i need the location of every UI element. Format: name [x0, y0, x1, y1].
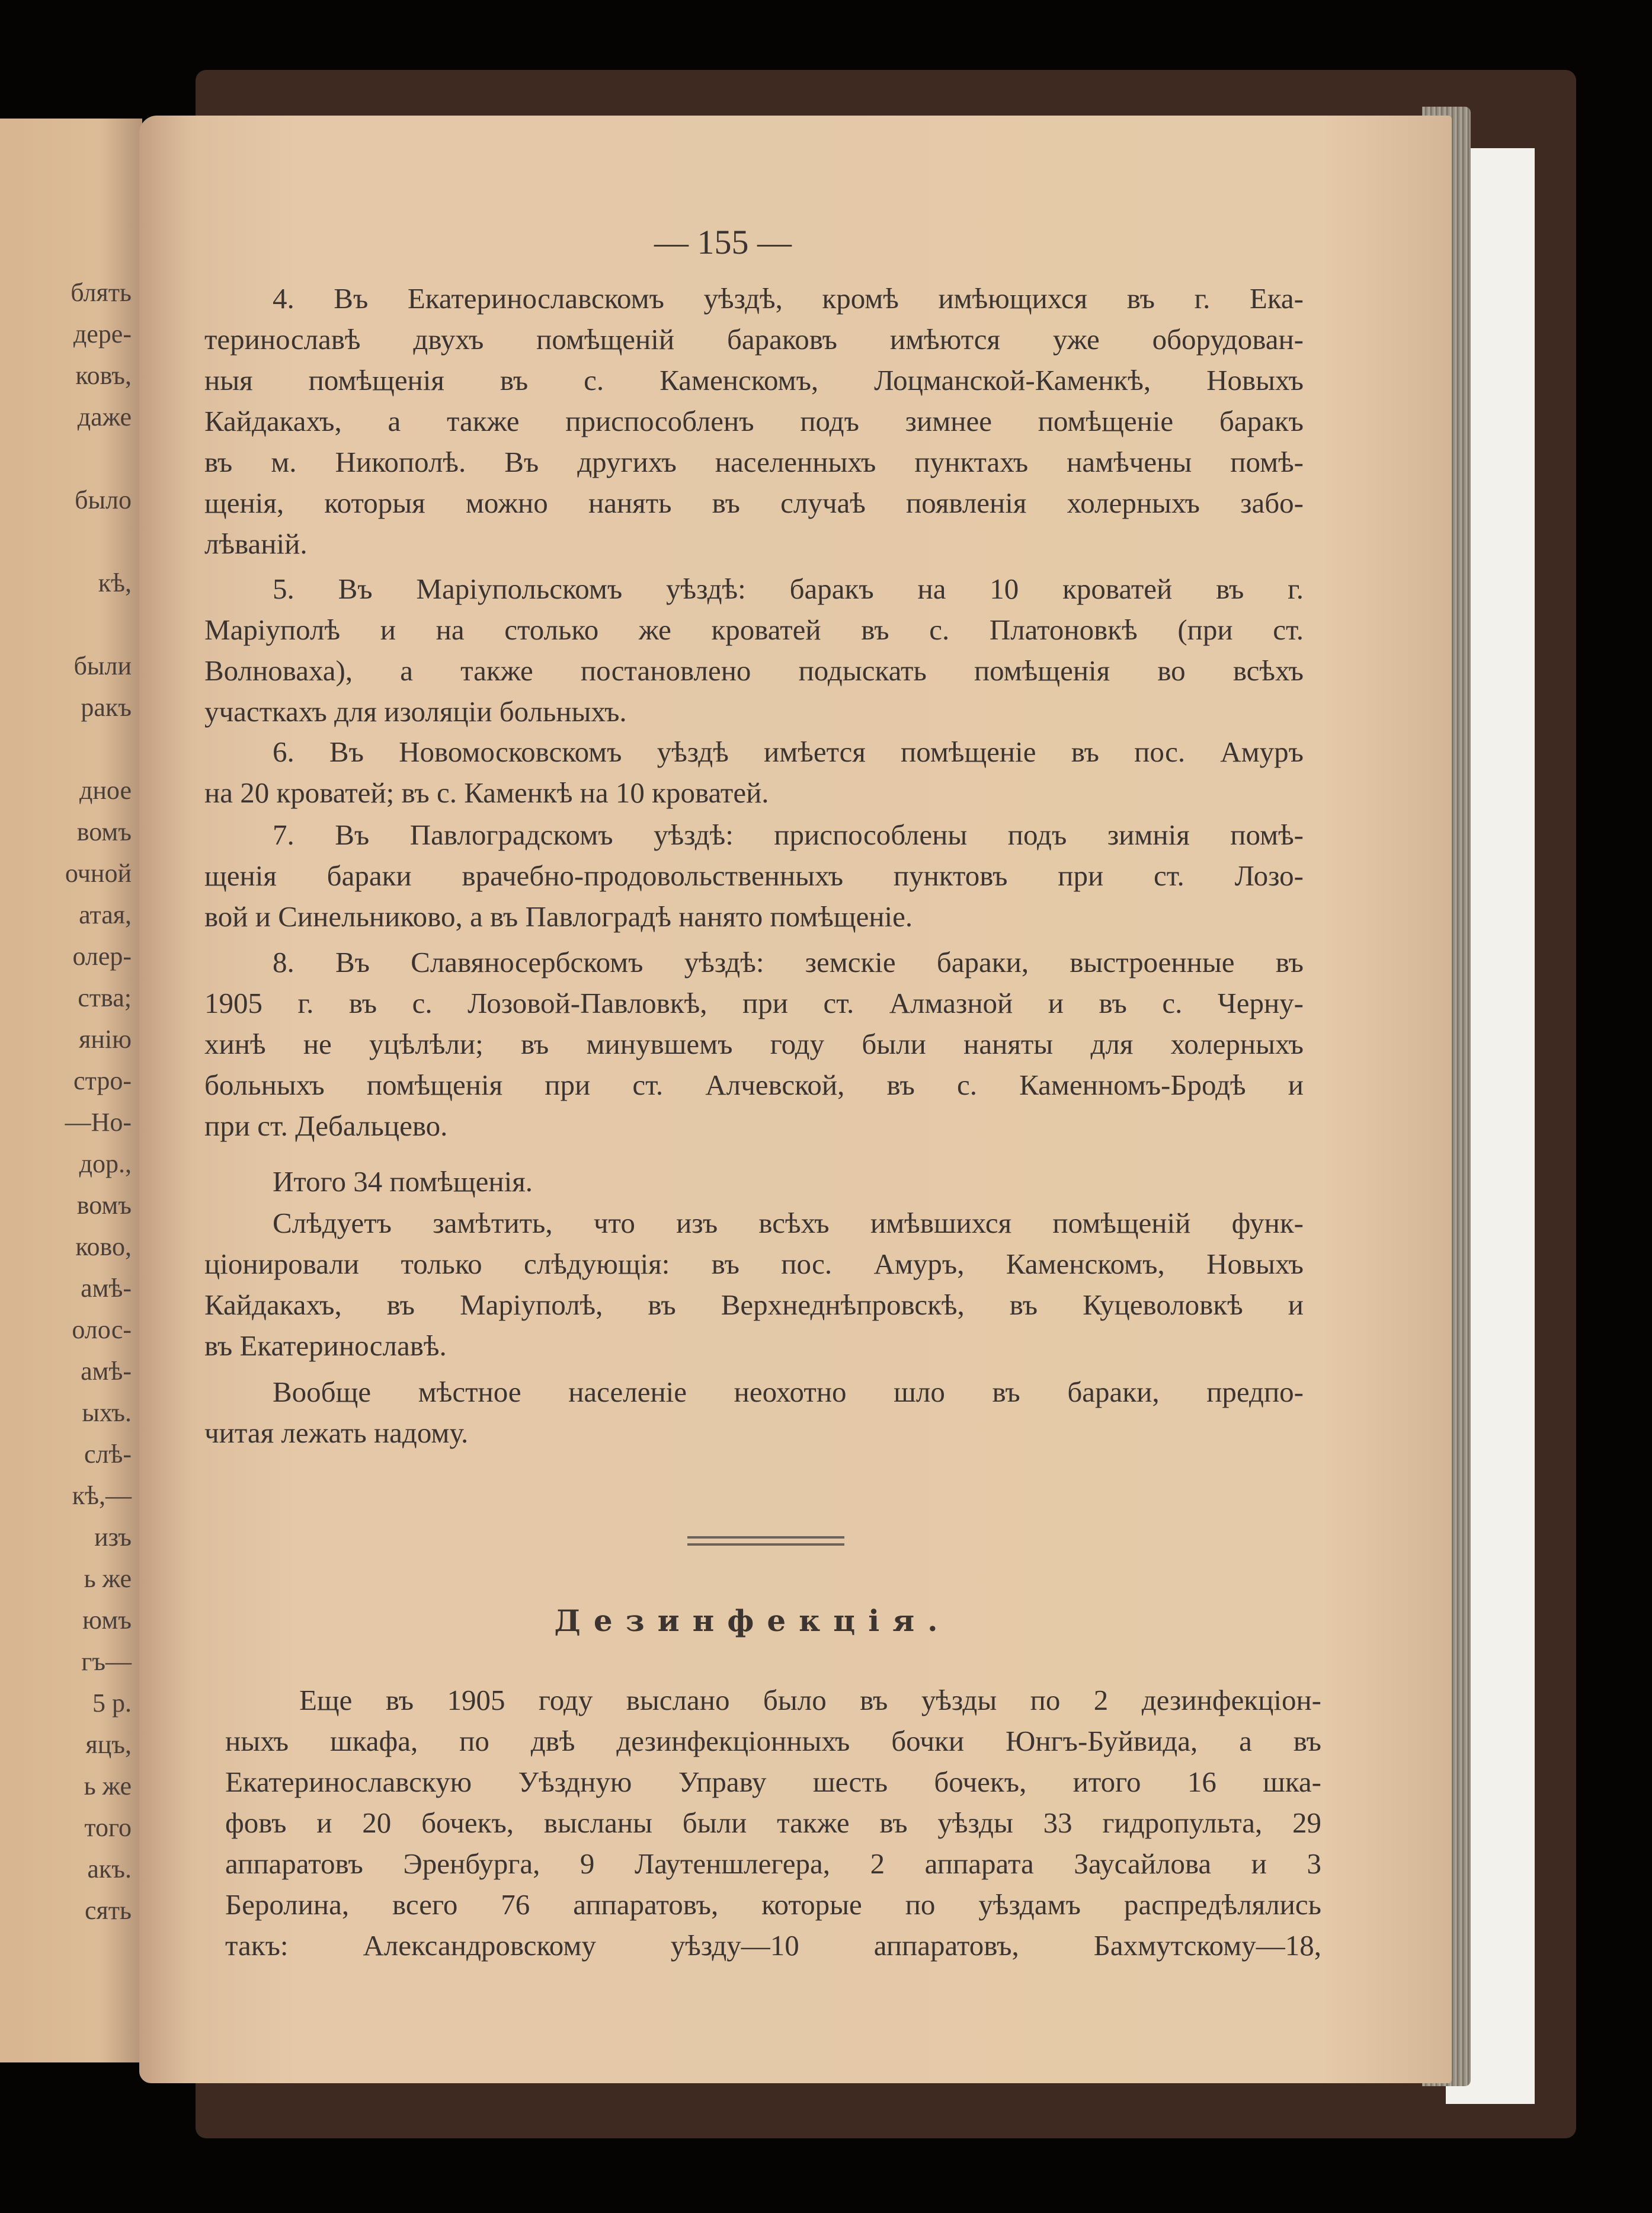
left-page-fragment: дное — [79, 776, 132, 805]
left-page-fragment: юмъ — [82, 1606, 132, 1635]
text-line: хинѣ не уцѣлѣли; въ минувшемъ году были наняты для холерныхъ — [204, 1028, 1304, 1060]
text-line: ціонировали только слѣдующія: въ пос. Амуръ, Каменскомъ, Новыхъ — [204, 1248, 1304, 1280]
left-page-fragment: было — [75, 485, 132, 514]
left-page-fragment: янію — [79, 1025, 132, 1054]
left-page-fragment: изъ — [94, 1523, 132, 1552]
text-line: лѣваній. — [204, 527, 308, 560]
left-page-fragment: вомъ — [76, 1191, 132, 1220]
text-line: 5. Въ Маріупольскомъ уѣздѣ: баракъ на 10 кроватей въ г. — [273, 573, 1304, 605]
text-line: Кайдакахъ, а также приспособленъ подъ зимнее помѣщеніе баракъ — [204, 405, 1304, 437]
text-line: Кайдакахъ, въ Маріуполѣ, въ Верхнеднѣпровскѣ, въ Куцеволовкѣ и — [204, 1288, 1304, 1321]
section-heading: Дезинфекція. — [554, 1603, 951, 1638]
left-page-fragment: очной — [65, 859, 132, 888]
text-line: Екатеринославскую Уѣздную Управу шесть бочекъ, итого 16 шка- — [225, 1766, 1321, 1798]
text-line: 1905 г. въ с. Лозовой-Павловкѣ, при ст. Алмазной и въ с. Черну- — [204, 987, 1304, 1019]
text-line: на 20 кроватей; въ с. Каменкѣ на 10 кроватей. — [204, 776, 769, 809]
text-line: Волноваха), а также постановлено подыскать помѣщенія во всѣхъ — [204, 654, 1304, 687]
left-page-fragment: дере- — [73, 319, 132, 348]
text-line: фовъ и 20 бочекъ, высланы были также въ уѣзды 33 гидропульта, 29 — [225, 1806, 1321, 1839]
text-line: Вообще мѣстное населеніе неохотно шло въ бараки, предпо- — [273, 1376, 1304, 1408]
left-page-fragment: амѣ- — [81, 1357, 132, 1386]
left-page-fragment: ь же — [84, 1564, 132, 1593]
text-line: Маріуполѣ и на столько же кроватей въ с. Платоновкѣ (при ст. — [204, 613, 1304, 646]
text-line: въ м. Никополѣ. Въ другихъ населенныхъ пунктахъ намѣчены помѣ- — [204, 446, 1304, 478]
left-page-fragment: сять — [84, 1896, 132, 1925]
page-number: — 155 — — [654, 223, 792, 261]
left-page-fragment: яцъ, — [85, 1730, 132, 1759]
text-line: щенія бараки врачебно-продовольственныхъ пунктовъ при ст. Лозо- — [204, 859, 1304, 892]
left-page-fragment: ково, — [75, 1232, 132, 1261]
left-page — [0, 119, 142, 2062]
text-line: щенія, которыя можно нанять въ случаѣ появленія холерныхъ забо- — [204, 487, 1304, 519]
left-page-fragment: ства; — [78, 983, 132, 1012]
left-page-fragment: гъ— — [81, 1647, 132, 1676]
left-page-fragment: 5 р. — [92, 1688, 132, 1718]
left-page-fragment: вомъ — [76, 817, 132, 846]
left-page-fragment: ыхъ. — [82, 1398, 132, 1427]
text-line: 7. Въ Павлоградскомъ уѣздѣ: приспособлены подъ зимнія помѣ- — [273, 818, 1304, 851]
left-page-fragment: блять — [71, 278, 132, 307]
left-page-fragment: ковъ, — [75, 361, 132, 390]
text-line: аппаратовъ Эренбурга, 9 Лаутеншлегера, 2 аппарата Заусайлова и 3 — [225, 1847, 1321, 1880]
text-line: ныхъ шкафа, по двѣ дезинфекціонныхъ бочки Юнгъ-Буйвида, а въ — [225, 1725, 1321, 1757]
text-line: 4. Въ Екатеринославскомъ уѣздѣ, кромѣ имѣющихся въ г. Ека- — [273, 282, 1304, 315]
divider-rule — [687, 1543, 844, 1546]
left-page-fragment: стро- — [73, 1066, 132, 1095]
left-page-fragment: ракъ — [81, 693, 132, 722]
left-page-fragment: амѣ- — [81, 1274, 132, 1303]
text-line: вой и Синельниково, а въ Павлоградѣ нанято помѣщеніе. — [204, 900, 913, 933]
text-line: Итого 34 помѣщенія. — [273, 1165, 533, 1198]
text-line: ныя помѣщенія въ с. Каменскомъ, Лоцманской-Каменкѣ, Новыхъ — [204, 364, 1304, 396]
text-line: 8. Въ Славяносербскомъ уѣздѣ: земскіе бараки, выстроенные въ — [273, 946, 1304, 978]
left-page-fragment: кѣ,— — [72, 1481, 132, 1510]
left-page-fragment: атая, — [79, 900, 132, 929]
text-line: читая лежать надому. — [204, 1416, 469, 1449]
left-page-fragment: олос- — [72, 1315, 132, 1344]
left-page-fragment: акъ. — [87, 1854, 132, 1883]
text-line: Слѣдуетъ замѣтить, что изъ всѣхъ имѣвшихся помѣщеній функ- — [273, 1207, 1304, 1239]
left-page-fragment: были — [73, 651, 132, 680]
text-line: при ст. Дебальцево. — [204, 1109, 448, 1142]
text-line: больныхъ помѣщенія при ст. Алчевской, въ с. Каменномъ-Бродѣ и — [204, 1069, 1304, 1101]
text-line: участкахъ для изоляціи больныхъ. — [204, 695, 627, 728]
text-line: такъ: Александровскому уѣзду—10 аппаратовъ, Бахмутскому—18, — [225, 1929, 1321, 1962]
left-page-fragment: олер- — [72, 942, 132, 971]
text-line: Еще въ 1905 году выслано было въ уѣзды по 2 дезинфекціон- — [299, 1684, 1321, 1716]
text-line: 6. Въ Новомосковскомъ уѣздѣ имѣется помѣщеніе въ пос. Амуръ — [273, 735, 1304, 768]
text-line: Беролина, всего 76 аппаратовъ, которые по уѣздамъ распредѣлялись — [225, 1888, 1321, 1921]
left-page-fragment: дор., — [79, 1149, 132, 1178]
divider-rule — [687, 1536, 844, 1539]
left-page-fragment: слѣ- — [84, 1440, 132, 1469]
text-line: въ Екатеринославѣ. — [204, 1329, 447, 1362]
left-page-fragment: кѣ, — [98, 568, 132, 597]
left-page-fragment: даже — [77, 402, 132, 431]
left-page-fragment: —Но- — [65, 1108, 132, 1137]
left-page-fragment: того — [84, 1813, 132, 1842]
left-page-fragment: ь же — [84, 1771, 132, 1801]
text-line: теринославѣ двухъ помѣщеній бараковъ имѣются уже оборудован- — [204, 323, 1304, 356]
